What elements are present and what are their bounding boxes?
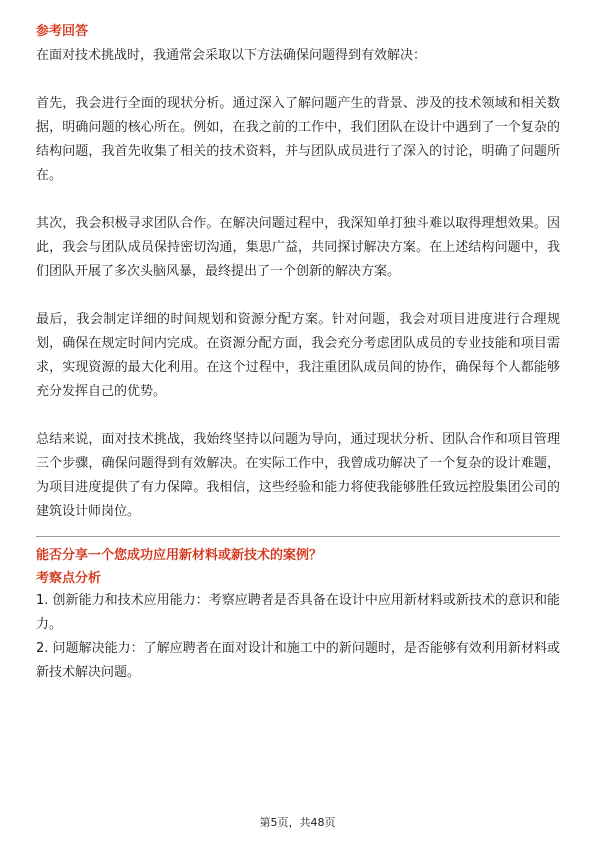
- spacer: [36, 68, 560, 92]
- section-divider: [36, 536, 560, 537]
- answer-intro: 在面对技术挑战时，我通常会采取以下方法确保问题得到有效解决：: [36, 48, 427, 63]
- answer-paragraph-2: 其次，我会积极寻求团队合作。在解决问题过程中，我深知单打独斗难以取得理想效果。因此，我会与团队成员保持密切沟通，集思广益，共同探讨解决方案。在上述结构问题中，我们团队开展了多次头脑风暴，最终提出了一个创新的解决方案。: [36, 216, 560, 279]
- page-number: 第5页，共48页: [259, 816, 336, 829]
- document-page: [36, 22, 560, 685]
- analysis-heading: 考察点分析: [36, 571, 102, 586]
- answer-paragraph-3: 最后，我会制定详细的时间规划和资源分配方案。针对问题，我会对项目进度进行合理规划，确保在规定时间内完成。在资源分配方面，我会充分考虑团队成员的专业技能和项目需求，实现资源的最大化利用。在这个过程中，我注重团队成员间的协作，确保每个人都能够充分发挥自己的优势。: [36, 312, 560, 399]
- answer-paragraph-4: 总结来说，面对技术挑战，我始终坚持以问题为导向，通过现状分析、团队合作和项目管理三个步骤，确保问题得到有效解决。在实际工作中，我曾成功解决了一个复杂的设计难题，为项目进度提供了有力保障。我相信，这些经验和能力将使我能够胜任致远控股集团公司的建筑设计师岗位。: [36, 432, 560, 519]
- analysis-point-1: 1. 创新能力和技术应用能力：考察应聘者是否具备在设计中应用新材料或新技术的意识和能力。: [36, 593, 560, 632]
- answer-heading: 参考回答: [36, 24, 89, 39]
- spacer: [36, 188, 560, 212]
- answer-paragraph-1: 首先，我会进行全面的现状分析。通过深入了解问题产生的背景、涉及的技术领域和相关数据，明确问题的核心所在。例如，在我之前的工作中，我们团队在设计中遇到了一个复杂的结构问题，我首先收集了相关的技术资料，并与团队成员进行了深入的讨论，明确了问题所在。: [36, 96, 560, 183]
- analysis-point-2: 2. 问题解决能力：了解应聘者在面对设计和施工中的新问题时，是否能够有效利用新材料或新技术解决问题。: [36, 641, 560, 680]
- spacer: [36, 404, 560, 428]
- next-question: 能否分享一个您成功应用新材料或新技术的案例？: [36, 548, 323, 563]
- spacer: [36, 284, 560, 308]
